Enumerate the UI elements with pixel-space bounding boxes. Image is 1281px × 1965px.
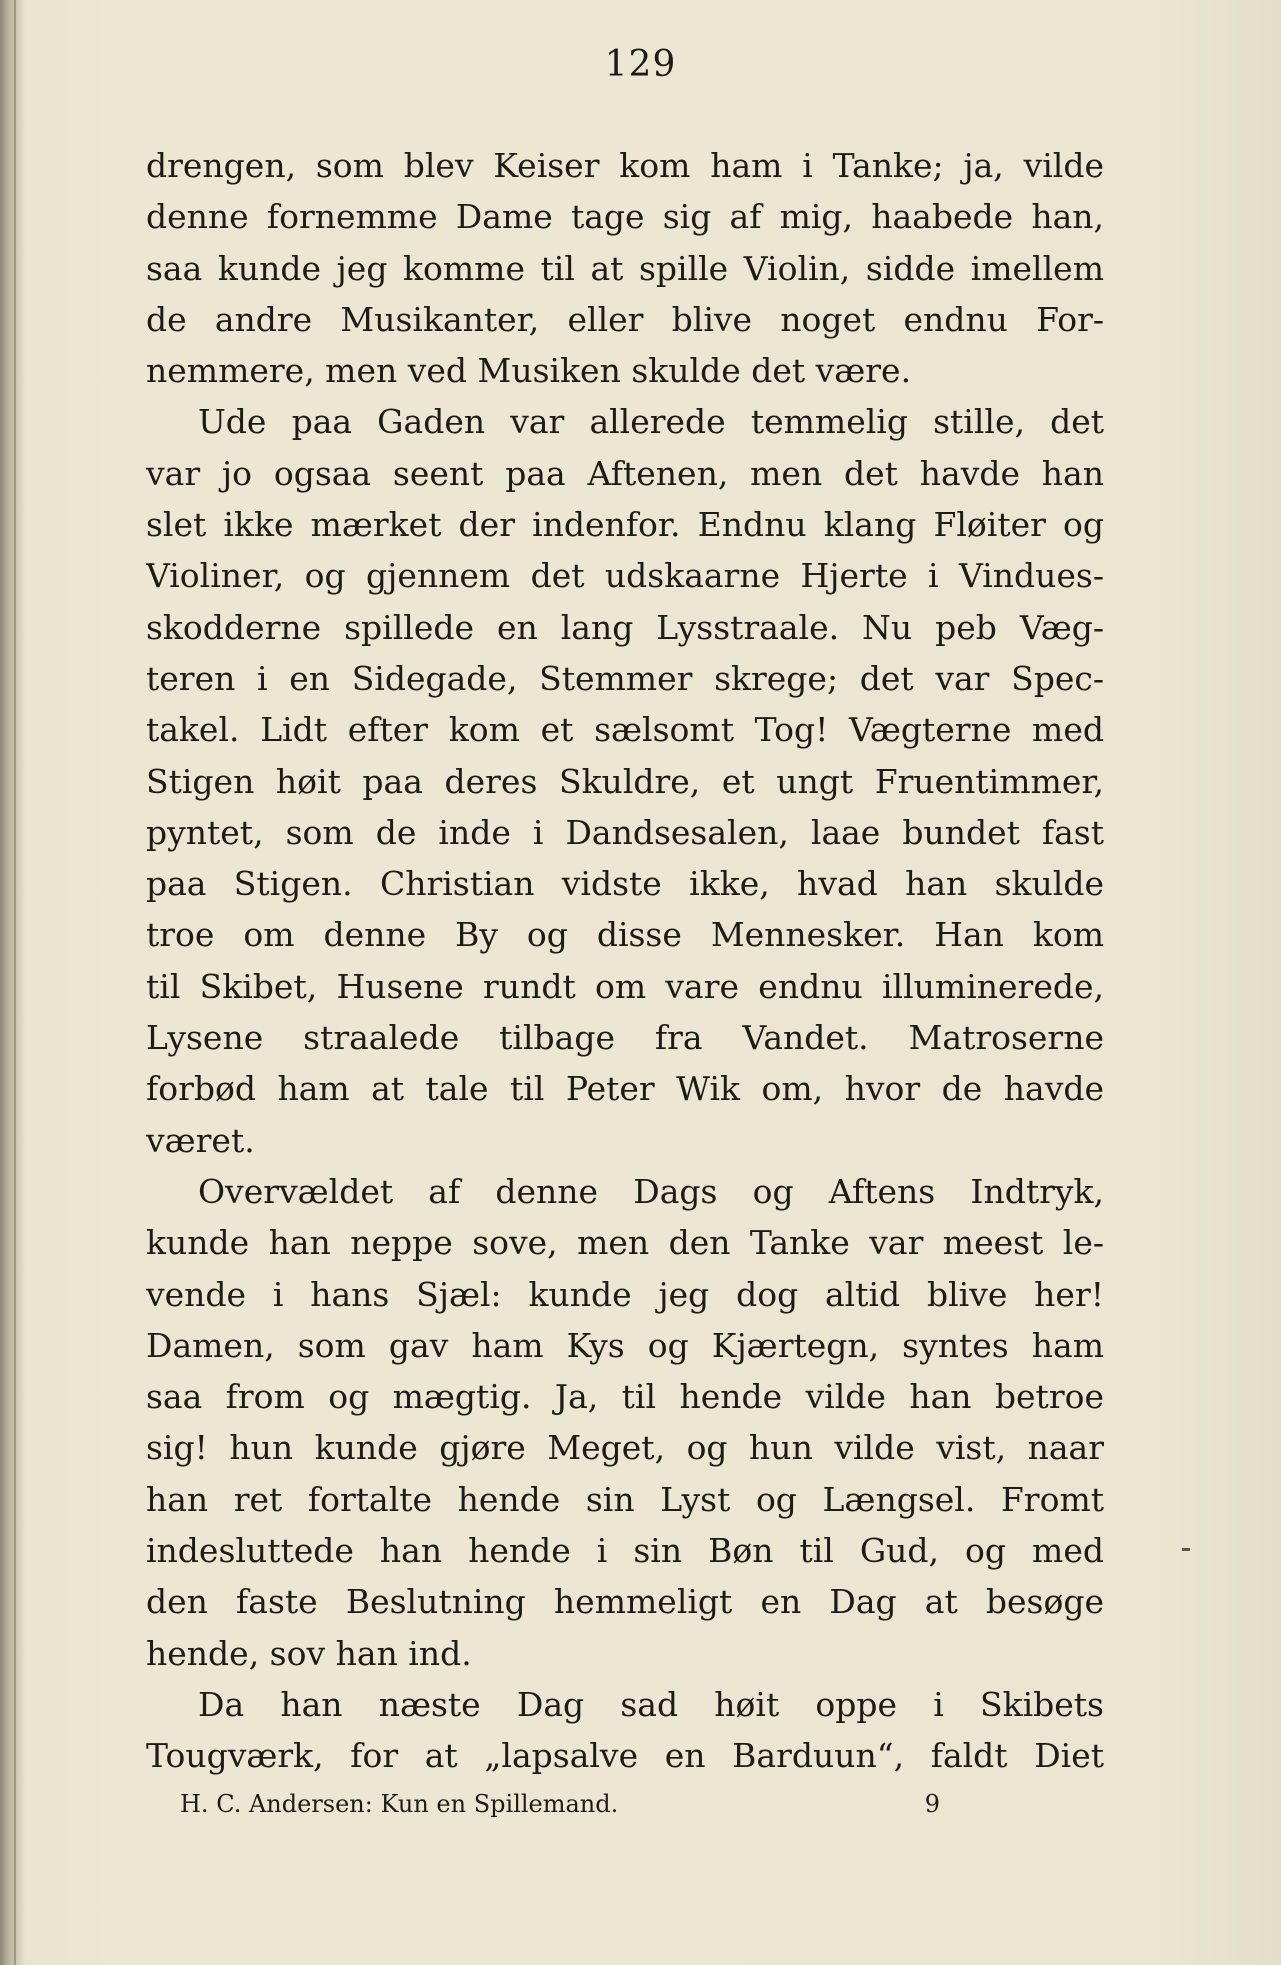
text-line: den faste Beslutning hemmeligt en Dag at besøge — [146, 1582, 1104, 1622]
binding-shadow — [0, 0, 26, 1965]
text-line: takel. Lidt efter kom et sælsomt Tog! Vægterne med — [146, 710, 1104, 750]
text-line: Lysene straalede tilbage fra Vandet. Matroserne — [146, 1018, 1104, 1058]
footer-signature: H. C. Andersen: Kun en Spillemand. — [180, 1790, 619, 1818]
text-line: Stigen høit paa deres Skuldre, et ungt Fruentimmer, — [146, 761, 1104, 801]
text-line: Violiner, og gjennem det udskaarne Hjerte i Vindues- — [146, 556, 1104, 596]
text-line: han ret fortalte hende sin Lyst og Længsel. Fromt — [146, 1479, 1104, 1519]
text-line: Ude paa Gaden var allerede temmelig stille, det — [198, 402, 1104, 442]
page-number: 129 — [604, 44, 677, 85]
text-line: teren i en Sidegade, Stemmer skrege; det var Spec- — [146, 658, 1104, 698]
text-line: hende, sov han ind. — [146, 1633, 472, 1673]
page-footer — [180, 1790, 940, 1818]
text-line: saa from og mægtig. Ja, til hende vilde han betroe — [146, 1377, 1104, 1417]
text-line: sig! hun kunde gjøre Meget, og hun vilde vist, naar — [146, 1428, 1104, 1468]
text-line: forbød ham at tale til Peter Wik om, hvor de havde — [146, 1069, 1104, 1109]
text-line: vende i hans Sjæl: kunde jeg dog altid blive her! — [146, 1274, 1104, 1314]
text-line: de andre Musikanter, eller blive noget endnu For- — [146, 299, 1104, 339]
text-line: Tougværk, for at „lapsalve en Barduun“, faldt Diet — [146, 1736, 1104, 1776]
margin-mark — [1182, 1548, 1190, 1551]
text-line: nemmere, men ved Musiken skulde det være. — [146, 351, 912, 391]
text-line: skodderne spillede en lang Lysstraale. Nu peb Væg- — [146, 607, 1104, 647]
text-line: troe om denne By og disse Mennesker. Han kom — [146, 915, 1104, 955]
text-line: var jo ogsaa seent paa Aftenen, men det havde han — [146, 453, 1104, 493]
text-line: saa kunde jeg komme til at spille Violin, sidde imellem — [146, 248, 1104, 288]
binding-fold — [14, 0, 16, 1965]
text-line: Damen, som gav ham Kys og Kjærtegn, syntes ham — [146, 1325, 1104, 1365]
text-line: paa Stigen. Christian vidste ikke, hvad han skulde — [146, 864, 1104, 904]
text-line: kunde han neppe sove, men den Tanke var meest le- — [146, 1223, 1104, 1263]
text-line: slet ikke mærket der indenfor. Endnu klang Fløiter og — [146, 505, 1104, 545]
text-line: indesluttede han hende i sin Bøn til Gud, og med — [146, 1531, 1104, 1571]
text-line: denne fornemme Dame tage sig af mig, haabede han, — [146, 197, 1104, 237]
body-text — [146, 140, 1104, 1782]
text-line: pyntet, som de inde i Dandsesalen, laae bundet fast — [146, 812, 1104, 852]
sheet-number: 9 — [924, 1790, 940, 1818]
text-line: Da han næste Dag sad høit oppe i Skibets — [198, 1684, 1104, 1724]
text-line: Overvældet af denne Dags og Aftens Indtryk, — [198, 1171, 1104, 1211]
text-line: drengen, som blev Keiser kom ham i Tanke; ja, vilde — [146, 146, 1104, 185]
text-line: til Skibet, Husene rundt om vare endnu illuminerede, — [146, 966, 1104, 1006]
text-line: været. — [146, 1120, 255, 1160]
